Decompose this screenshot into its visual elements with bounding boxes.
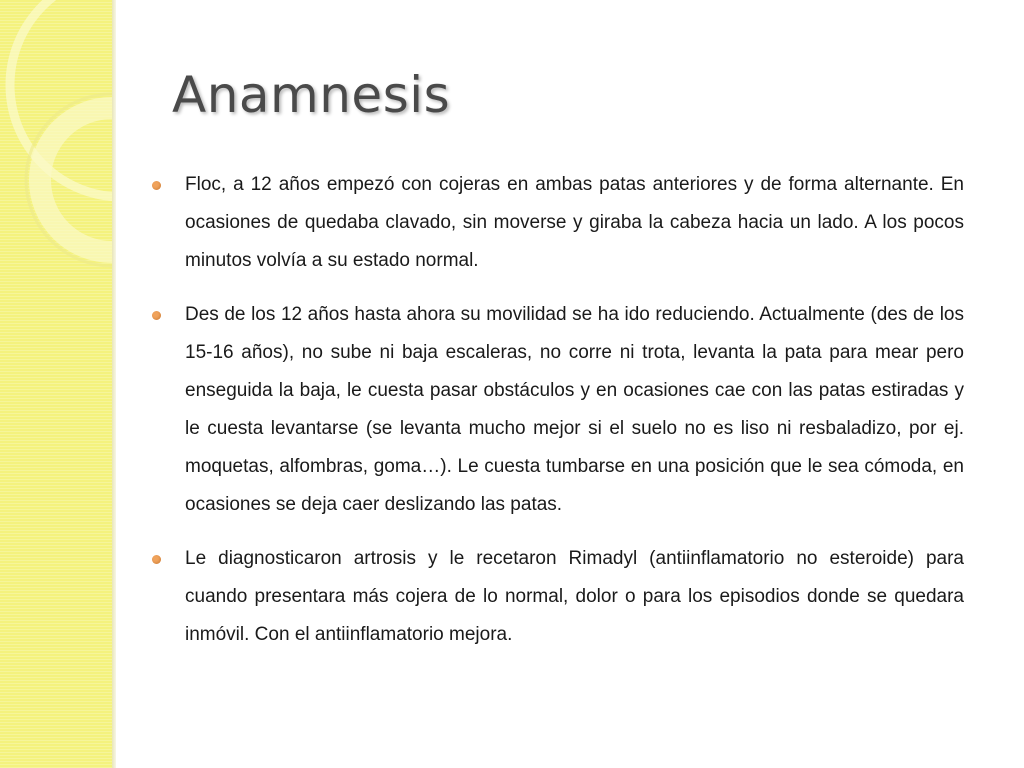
bullet-dot-icon xyxy=(152,181,161,190)
side-panel-edge xyxy=(112,0,116,768)
slide-title: Anamnesis xyxy=(172,66,451,124)
bullet-text: Floc, a 12 años empezó con cojeras en ambas patas anteriores y de forma alternante. En ocasiones de quedaba clavado, sin moverse y giraba la cabeza hacia un lado. A los pocos minutos volvía a su estado normal. xyxy=(185,174,964,271)
bullet-text: Des de los 12 años hasta ahora su movilidad se ha ido reduciendo. Actualmente (des de los 15-16 años), no sube ni baja escaleras, no corre ni trota, levanta la pata para mear pero enseguida la baja, le cuesta pasar obstáculos y en ocasiones cae con las patas estiradas y le cuesta levantarse (se levanta mucho mejor si el suelo no es liso ni resbaladizo, por ej. moquetas, alfombras, goma…). Le cuesta tumbarse en una posición que le sea cómoda, en ocasiones se deja caer deslizando las patas. xyxy=(185,304,964,515)
bullet-dot-icon xyxy=(152,311,161,320)
bullet-dot-icon xyxy=(152,555,161,564)
decorative-circles-icon xyxy=(0,0,112,768)
bullet-text: Le diagnosticaron artrosis y le recetaron Rimadyl (antiinflamatorio no esteroide) para cuando presentara más cojera de lo normal, dolor o para los episodios donde se quedara inmóvil. Con el antiinflamatorio mejora. xyxy=(185,548,964,645)
decorative-side-panel xyxy=(0,0,112,768)
list-item xyxy=(150,540,964,654)
decorative-ring-thick xyxy=(40,108,112,252)
list-item xyxy=(150,166,964,280)
bullet-list xyxy=(150,166,964,670)
list-item xyxy=(150,296,964,524)
